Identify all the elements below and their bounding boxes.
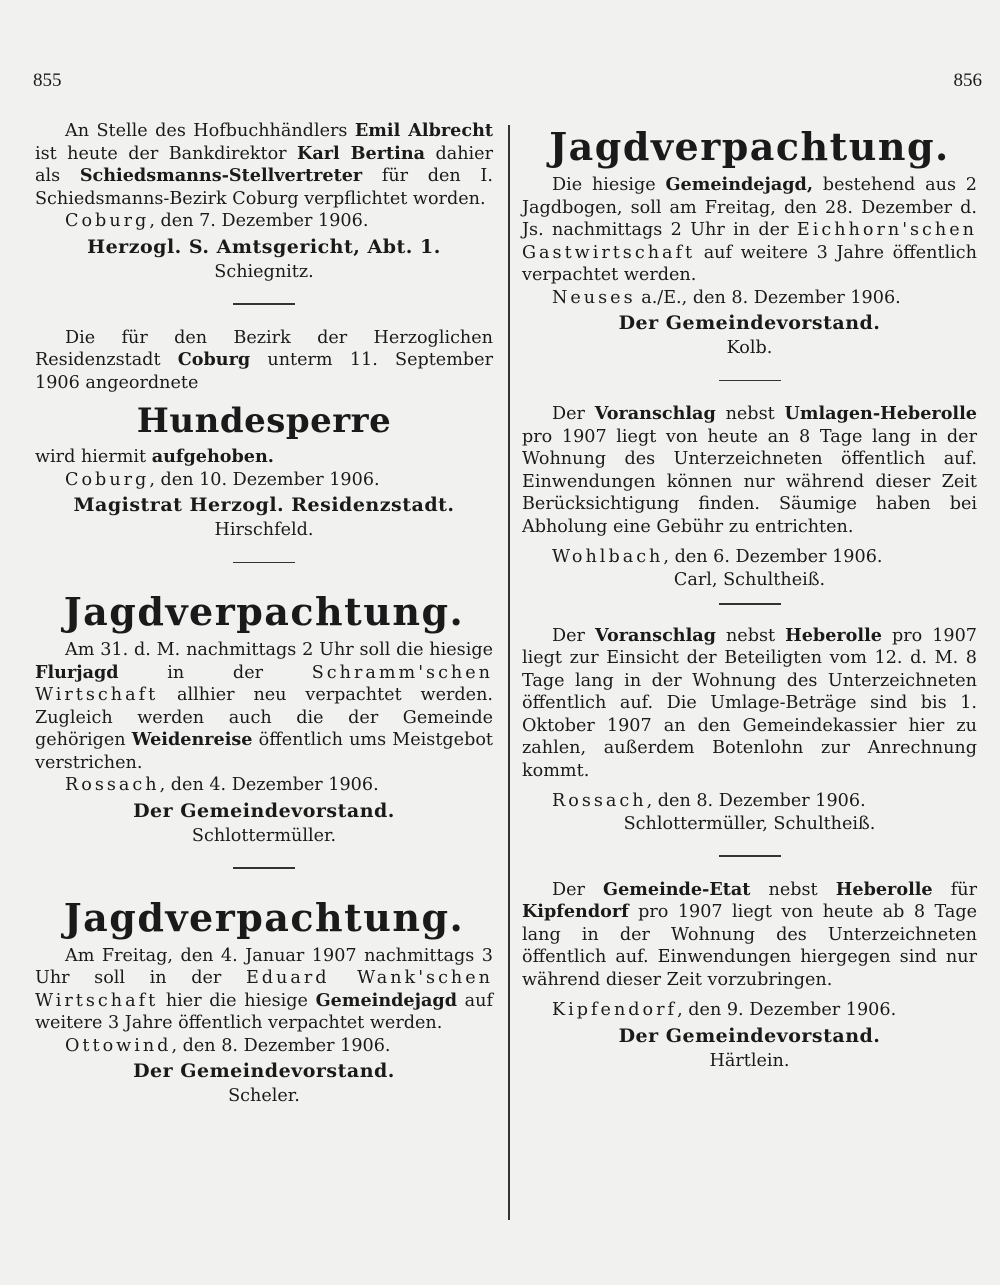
section-divider xyxy=(233,303,295,305)
notice-heading: Jagdverpachtung. xyxy=(549,124,950,169)
text: Der xyxy=(552,404,595,424)
authority-signature: Magistrat Herzogl. Residenzstadt. xyxy=(73,494,455,516)
authority-signature: Herzogl. S. Amtsgericht, Abt. 1. xyxy=(87,235,441,258)
text: bestehend aus 2 Jagdbogen, soll am Freitag, den 28. Dezember d. Js. nachmittags 2 Uhr in der xyxy=(522,175,978,240)
signatory-name: Carl, Schultheiß. xyxy=(673,569,826,590)
authority-signature: Der Gemeindevorstand. xyxy=(618,1024,881,1047)
notice-body xyxy=(35,639,493,774)
authority-signature: Der Gemeindevorstand. xyxy=(133,799,395,822)
notice-body xyxy=(522,879,977,992)
text: für xyxy=(932,879,977,900)
place-city: Kipfendorf xyxy=(552,1000,678,1020)
bold-term: Schiedsmanns-Stellvertreter xyxy=(79,165,363,186)
column-divider xyxy=(508,125,510,1220)
signatory-name: Schiegnitz. xyxy=(214,261,314,282)
signatory-name: Schlottermüller, Schultheiß. xyxy=(623,813,876,834)
text: Der xyxy=(552,625,595,646)
date-text: , den 8. Dezember 1906. xyxy=(646,791,866,811)
notice-schiedsmann xyxy=(35,120,493,283)
bold-term: Flurjagd xyxy=(35,661,119,683)
bold-term: Gemeindejagd xyxy=(315,989,457,1011)
authority-signature: Der Gemeindevorstand. xyxy=(618,312,881,334)
bold-term: Weidenreise xyxy=(131,729,253,750)
bold-name: Karl Bertina xyxy=(297,142,426,164)
place-date xyxy=(522,790,977,813)
notice-heading: Jagdverpachtung. xyxy=(63,589,465,634)
bold-name: Coburg xyxy=(177,349,251,370)
text: ist heute der Bankdirektor xyxy=(35,143,298,164)
notice-body xyxy=(522,403,977,538)
bold-term: aufgehoben. xyxy=(151,446,274,467)
place-city: Neuses xyxy=(552,287,636,308)
signatory-name: Scheler. xyxy=(228,1086,300,1106)
date-text: , den 9. Dezember 1906. xyxy=(677,1000,897,1020)
date-text: , den 10. Dezember 1906. xyxy=(149,469,380,490)
place-city: Rossach xyxy=(65,775,160,795)
date-text: , den 4. Dezember 1906. xyxy=(159,775,379,795)
bold-term: Heberolle xyxy=(835,878,933,900)
text: Am 31. d. M. nachmittags 2 Uhr soll die hiesige xyxy=(65,640,493,660)
signatory-name: Hirschfeld. xyxy=(214,520,314,540)
notice-body xyxy=(35,327,493,395)
notice-body xyxy=(35,945,493,1035)
date-text: , den 6. Dezember 1906. xyxy=(663,547,883,567)
text: für den I. Schiedsmanns-Bezirk Coburg verpflichtet worden. xyxy=(35,166,493,209)
bold-name: Emil Albrecht xyxy=(354,120,494,141)
authority-signature: Der Gemeindevorstand. xyxy=(133,1060,395,1082)
text: nebst xyxy=(750,879,836,900)
text: An Stelle des Hofbuchhändlers xyxy=(65,121,355,141)
section-divider xyxy=(233,562,295,564)
section-divider xyxy=(719,603,781,605)
signatory-name: Schlottermüller. xyxy=(191,825,337,846)
place-date xyxy=(522,999,977,1022)
bold-term: Voranschlag xyxy=(594,624,716,646)
section-divider xyxy=(233,867,295,869)
page-number-right: 856 xyxy=(953,70,982,91)
spaced-name: Schramm'schen Wirtschaft xyxy=(35,662,493,705)
right-column xyxy=(522,120,977,1072)
spaced-name: Eichhorn'schen Gastwirtschaft xyxy=(522,220,977,263)
bold-term: Umlagen-Heberolle xyxy=(784,403,977,424)
spaced-name: Eduard Wank'schen Wirtschaft xyxy=(35,968,493,1011)
text: nebst xyxy=(715,625,786,646)
text: nebst xyxy=(715,404,785,424)
notice-gemeinde-etat xyxy=(522,879,977,1073)
notice-body xyxy=(35,120,493,210)
text: allhier neu verpachtet werden. Zugleich werden auch die der Gemeinde gehörigen xyxy=(35,685,493,750)
date-text: , den 7. Dezember 1906. xyxy=(149,211,369,231)
notice-heading: Jagdverpachtung. xyxy=(63,894,465,940)
place-date xyxy=(522,287,977,310)
text: Der xyxy=(552,879,604,900)
place-date xyxy=(35,774,493,797)
place-city: Coburg xyxy=(65,469,150,490)
bold-term: Heberolle xyxy=(785,624,882,646)
place-date xyxy=(35,1035,493,1058)
place-city: Coburg xyxy=(65,211,150,231)
text: öffentlich ums Meistgebot verstrichen. xyxy=(35,730,493,773)
notice-heading: Hundesperre xyxy=(136,401,392,441)
place-date xyxy=(522,546,977,569)
notice-voranschlag-wohlbach xyxy=(522,403,977,591)
text: pro 1907 liegt von heute ab 8 Tage lang in der Wohnung des Unterzeichneten öffentlich auf. Einwendungen hiergegen sind nur während dieser Zeit vorzubringen. xyxy=(522,902,977,990)
text: pro 1907 liegt zur Einsicht der Beteiligten vom 12. d. M. 8 Tage lang in der Wohnung des Unterzeichneten öffentlich auf. Die Umlage-Beträge sind bis 1. Oktober 1907 an den Gemeindekassier hier zu zahlen, außerdem Botenlohn zur Anrechnung kommt. xyxy=(522,625,977,781)
section-divider xyxy=(719,380,781,382)
text: wird hiermit xyxy=(35,447,152,467)
bold-term: Gemeindejagd, xyxy=(665,174,813,195)
text: hier die hiesige xyxy=(158,990,316,1011)
place-date xyxy=(35,469,493,492)
section-divider xyxy=(719,855,781,857)
page-number-left: 855 xyxy=(33,70,62,91)
notice-voranschlag-rossach xyxy=(522,625,977,836)
bold-term: Voranschlag xyxy=(594,403,716,424)
place-date xyxy=(35,210,493,233)
bold-term: Gemeinde-Etat xyxy=(603,878,751,900)
notice-jagd-ottowind xyxy=(35,891,493,1108)
left-column xyxy=(35,120,493,1108)
text: Am Freitag, den 4. Januar 1907 nachmittags 3 Uhr soll in der xyxy=(35,945,493,988)
text: pro 1907 liegt von heute an 8 Tage lang in der Wohnung des Unterzeichneten öffentlich auf. Einwendungen können nur während dieser Zeit Berücksichtigung finden. Säumige haben bei Abholung eine Gebühr zu entrichten. xyxy=(522,426,977,537)
place-city: Rossach xyxy=(552,791,647,811)
text: dahier als xyxy=(35,143,494,186)
signatory-name: Kolb. xyxy=(726,338,773,358)
date-text: a./E., den 8. Dezember 1906. xyxy=(635,287,901,308)
text: in der xyxy=(118,662,312,683)
place-city: Wohlbach xyxy=(552,547,664,567)
notice-body xyxy=(522,174,977,287)
text: Die hiesige xyxy=(552,175,666,195)
notice-hundesperre xyxy=(35,327,493,542)
bold-name: Kipfendorf xyxy=(522,901,629,922)
text: auf weitere 3 Jahre öffentlich verpachtet werden. xyxy=(522,242,977,285)
date-text: , den 8. Dezember 1906. xyxy=(171,1035,391,1056)
notice-jagd-rossach xyxy=(35,585,493,847)
notice-jagd-neuses xyxy=(522,120,977,360)
text: auf weitere 3 Jahre öffentlich verpachtet werden. xyxy=(35,990,493,1033)
notice-body-cont xyxy=(35,446,493,469)
text: Die für den Bezirk der Herzoglichen Residenzstadt xyxy=(35,327,493,370)
notice-body xyxy=(522,625,977,783)
text: unterm 11. September 1906 angeordnete xyxy=(35,350,493,393)
signatory-name: Härtlein. xyxy=(709,1050,790,1071)
place-city: Ottowind xyxy=(65,1035,172,1056)
